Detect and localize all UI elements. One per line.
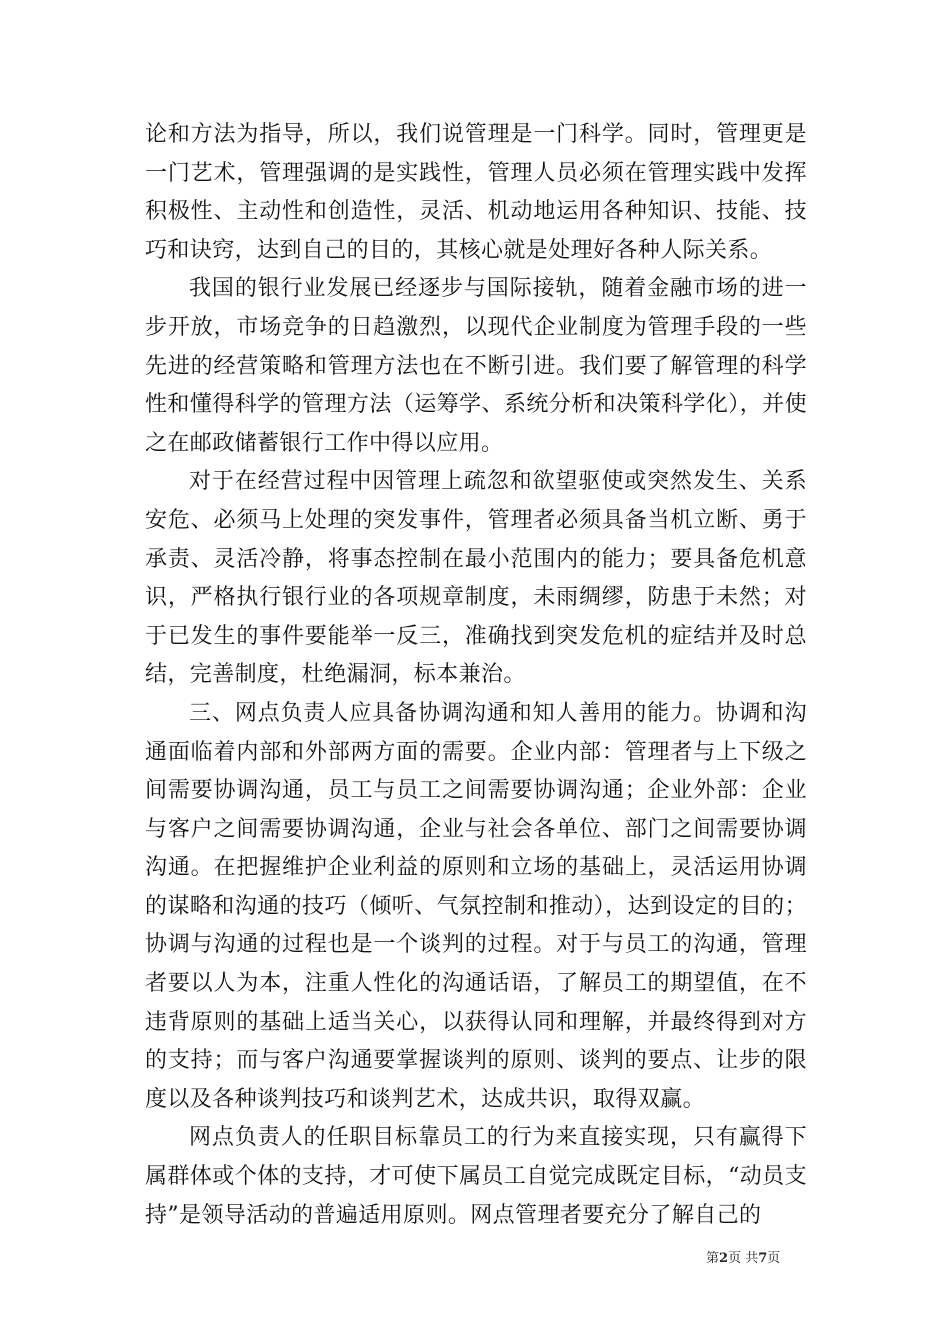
footer-middle: 页 共 [728, 1251, 759, 1266]
footer-total-pages: 7 [758, 1251, 768, 1266]
page-footer [706, 1247, 780, 1266]
footer-suffix: 页 [767, 1251, 781, 1266]
paragraph-5: 网点负责人的任职目标靠员工的行为来直接实现，只有赢得下属群体或个体的支持，才可使下属员工自觉完成既定目标，“动员支持”是领导活动的普遍适用原则。网点管理者要充分了解自己的 [145, 1125, 807, 1228]
document-body [145, 116, 807, 1235]
paragraph-3: 对于在经营过程中因管理上疏忽和欲望驱使或突然发生、关系安危、必须马上处理的突发事件，管理者必须具备当机立断、勇于承责、灵活冷静，将事态控制在最小范围内的能力；要具备危机意识，严格执行银行业的各项规章制度，未雨绸缪，防患于未然；对于已发生的事件要能举一反三，准确找到突发危机的症结并及时总结，完善制度，杜绝漏洞，标本兼治。 [145, 469, 807, 688]
paragraph-1: 论和方法为指导，所以，我们说管理是一门科学。同时，管理更是一门艺术，管理强调的是实践性，管理人员必须在管理实践中发挥积极性、主动性和创造性，灵活、机动地运用各种知识、技能、技巧和诀窍，达到自己的目的，其核心就是处理好各种人际关系。 [145, 122, 807, 263]
footer-current-page: 2 [719, 1251, 729, 1266]
paragraph-4: 三、网点负责人应具备协调沟通和知人善用的能力。协调和沟通面临着内部和外部两方面的需要。企业内部：管理者与上下级之间需要协调沟通，员工与员工之间需要协调沟通；企业外部：企业与客户之间需要协调沟通，企业与社会各单位、部门之间需要协调沟通。在把握维护企业利益的原则和立场的基础上，灵活运用协调的谋略和沟通的技巧（倾听、气氛控制和推动），达到设定的目的；协调与沟通的过程也是一个谈判的过程。对于与员工的沟通，管理者要以人为本，注重人性化的沟通话语，了解员工的期望值，在不违背原则的基础上适当关心，以获得认同和理解，并最终得到对方的支持；而与客户沟通要掌握谈判的原则、谈判的要点、让步的限度以及各种谈判技巧和谈判艺术，达成共识，取得双赢。 [145, 700, 807, 1112]
paragraph-2: 我国的银行业发展已经逐步与国际接轨，随着金融市场的进一步开放，市场竞争的日趋激烈，以现代企业制度为管理手段的一些先进的经营策略和管理方法也在不断引进。我们要了解管理的科学性和懂得科学的管理方法（运筹学、系统分析和决策科学化），并使之在邮政储蓄银行工作中得以应用。 [145, 276, 807, 456]
footer-prefix: 第 [706, 1251, 720, 1266]
